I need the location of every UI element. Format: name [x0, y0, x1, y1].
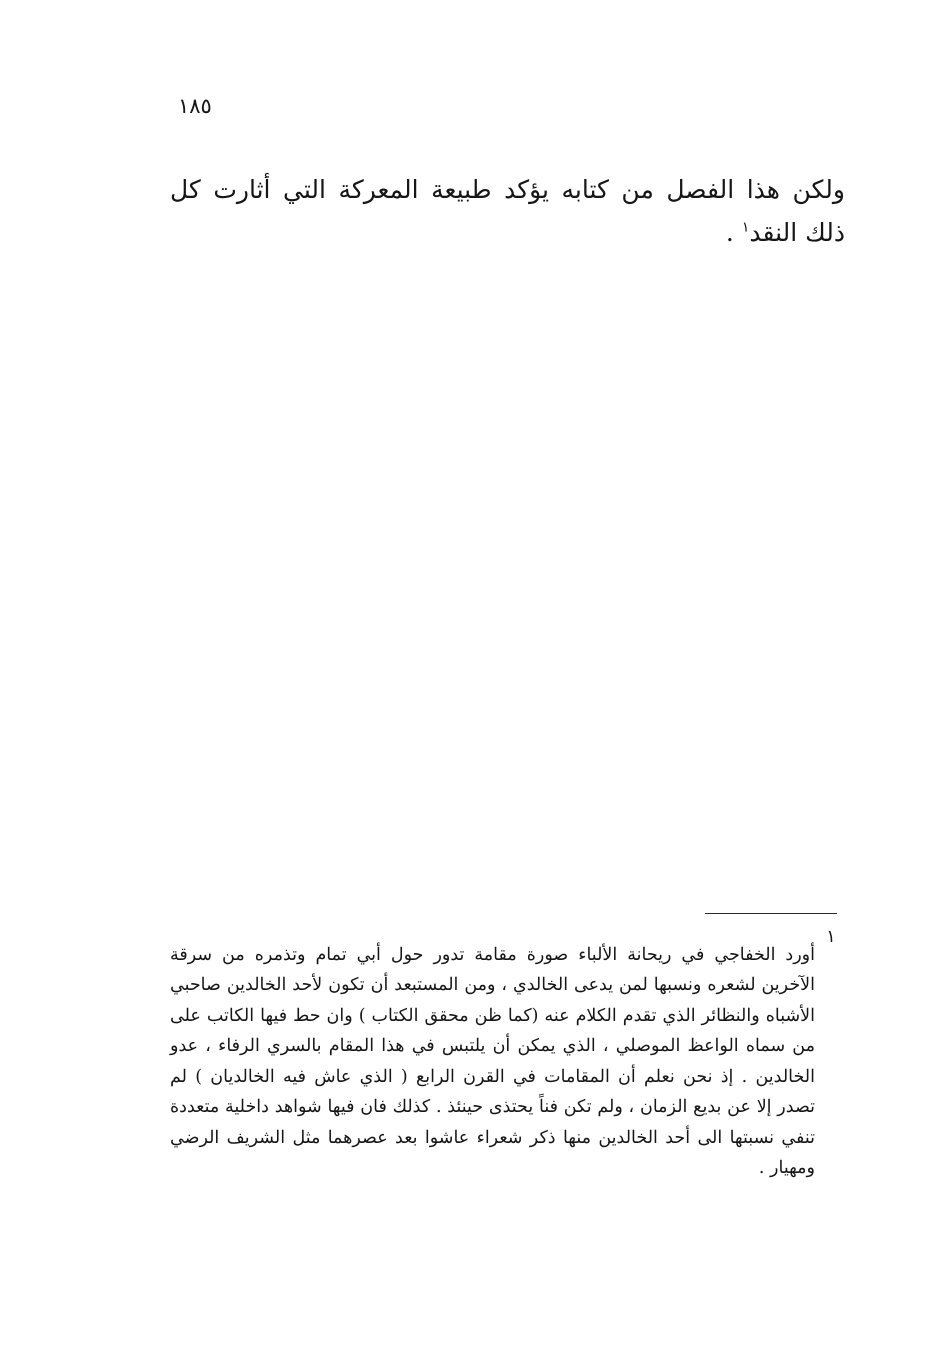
body-paragraph-text: ولكن هذا الفصل من كتابه يؤكد طبيعة المعركة التي أثارت كل ذلك النقد — [170, 175, 845, 247]
body-paragraph — [170, 168, 845, 254]
footnote-marker: ١ — [826, 927, 836, 947]
page-number: ١٨٥ — [178, 94, 212, 118]
paragraph-end-mark: . — [725, 218, 742, 247]
footnote-separator — [705, 913, 837, 914]
footnote-reference: ١ — [741, 219, 750, 236]
footnote-text: أورد الخفاجي في ريحانة الألباء صورة مقامة تدور حول أبي تمام وتذمره من سرقة الآخرين لشعره ونسبها لمن يدعى الخالدي ، ومن المستبعد أن تكون لأحد الخالدين صاحبي الأشباه والنظائر الذي تقدم الكلام عنه (كما ظن محقق الكتاب ) وان حط فيها الكاتب على من سماه الواعظ الموصلي ، الذي يمكن أن يلتبس في هذا المقام بالسري الرفاء ، عدو الخالدين . إذ نحن نعلم أن المقامات في القرن الرابع ( الذي عاش فيه الخالديان ) لم تصدر إلا عن بديع الزمان ، ولم تكن فناً يحتذى حينئذ . كذلك فان فيها شواهد داخلية متعددة تنفي نسبتها الى أحد الخالدين منها ذكر شعراء عاشوا بعد عصرهما مثل الشريف الرضي ومهيار . — [170, 944, 815, 1178]
